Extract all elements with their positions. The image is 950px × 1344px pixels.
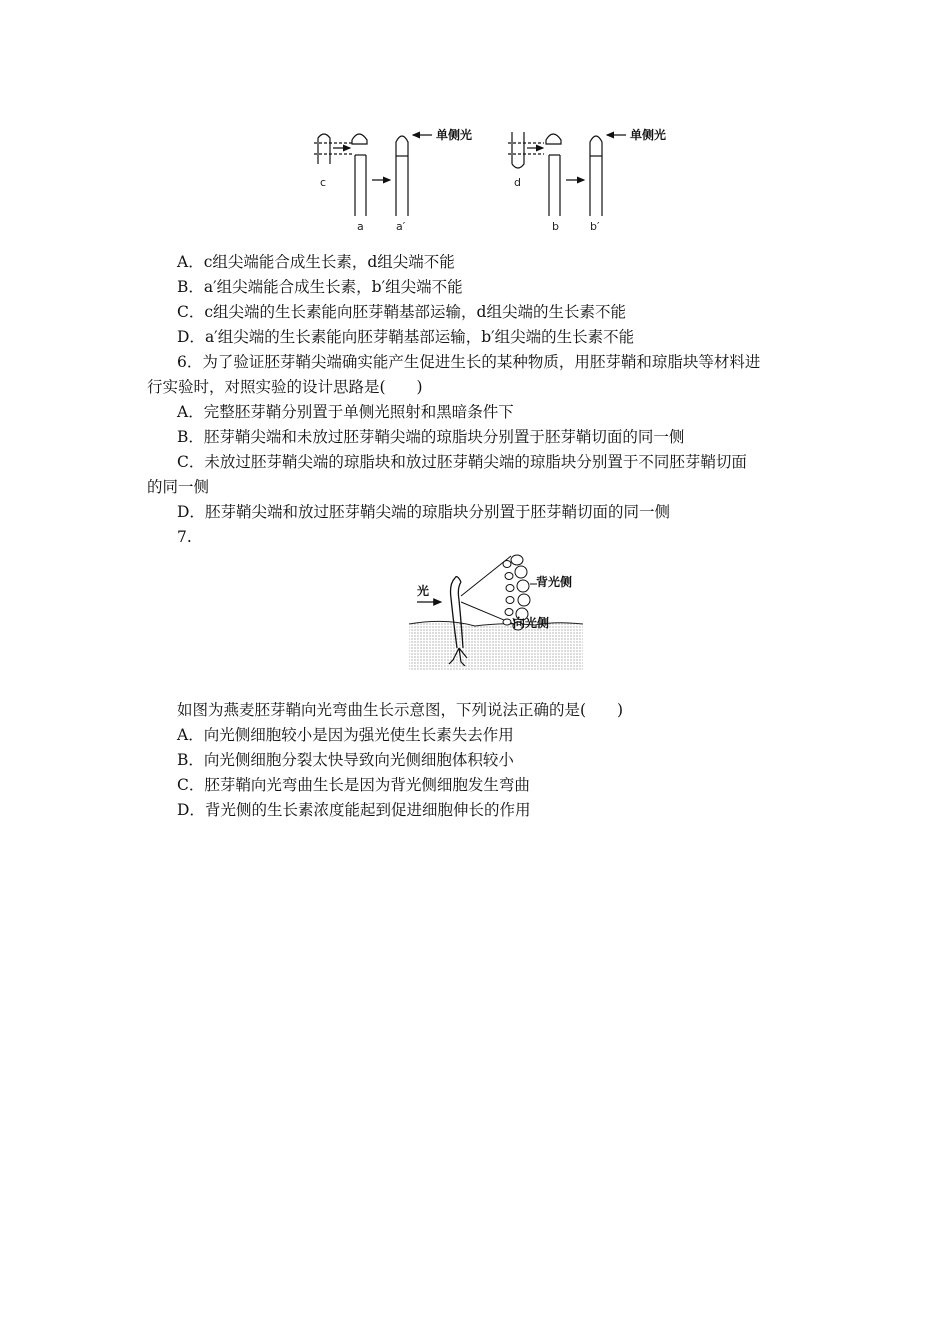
q6-option-d bbox=[0, 501, 950, 523]
option-text: 胚芽鞘尖端和放过胚芽鞘尖端的琼脂块分别置于胚芽鞘切面的同一侧 bbox=[204, 503, 670, 521]
option-text: 向光侧细胞较小是因为强光使生长素失去作用 bbox=[203, 726, 514, 744]
option-label: D． bbox=[177, 503, 205, 521]
option-label: B． bbox=[177, 751, 204, 769]
q6-option-b bbox=[0, 426, 950, 448]
option-label: A． bbox=[177, 403, 204, 421]
q5-option-b bbox=[0, 276, 950, 298]
experiment-figure bbox=[300, 122, 690, 240]
option-label: D． bbox=[177, 328, 205, 346]
option-label: B． bbox=[177, 278, 204, 296]
q5-option-c bbox=[0, 301, 950, 323]
q7-option-d bbox=[0, 799, 950, 821]
option-label: C． bbox=[177, 453, 205, 471]
label-c: c bbox=[320, 176, 327, 189]
q7-option-a bbox=[0, 724, 950, 746]
label-b-prime: b′ bbox=[590, 220, 600, 233]
label-back-side: 背光侧 bbox=[536, 575, 573, 589]
q7-option-b bbox=[0, 749, 950, 771]
group-c-a bbox=[314, 134, 432, 216]
q5-option-d bbox=[0, 326, 950, 348]
option-label: B． bbox=[177, 428, 204, 446]
q6-option-c-cont: 的同一侧 bbox=[147, 478, 210, 496]
option-text: 完整胚芽鞘分别置于单侧光照射和黑暗条件下 bbox=[203, 403, 514, 421]
option-label: C． bbox=[177, 776, 205, 794]
q7-option-c bbox=[0, 774, 950, 796]
q6-stem-line2: 行实验时，对照实验的设计思路是( ) bbox=[147, 378, 423, 396]
option-text: c组尖端能合成生长素，d组尖端不能 bbox=[203, 253, 455, 271]
label-light-side: 向光侧 bbox=[513, 616, 550, 630]
option-label: C． bbox=[177, 303, 205, 321]
option-text: c组尖端的生长素能向胚芽鞘基部运输，d组尖端的生长素不能 bbox=[204, 303, 626, 321]
option-label: A． bbox=[177, 253, 204, 271]
q7-number: 7. bbox=[177, 528, 192, 546]
label-d: d bbox=[514, 176, 521, 189]
q5-option-a bbox=[0, 251, 950, 273]
option-text: 向光侧细胞分裂太快导致向光侧细胞体积较小 bbox=[203, 751, 514, 769]
option-text: a′组尖端的生长素能向胚芽鞘基部运输，b′组尖端的生长素不能 bbox=[204, 328, 635, 346]
option-text: 胚芽鞘尖端和未放过胚芽鞘尖端的琼脂块分别置于胚芽鞘切面的同一侧 bbox=[203, 428, 685, 446]
group-d-b bbox=[508, 132, 626, 216]
label-light-right: 单侧光 bbox=[630, 128, 667, 142]
option-text: 背光侧的生长素浓度能起到促进细胞伸长的作用 bbox=[204, 801, 531, 819]
label-light-left: 单侧光 bbox=[436, 128, 473, 142]
option-text: 未放过胚芽鞘尖端的琼脂块和放过胚芽鞘尖端的琼脂块分别置于不同胚芽鞘切面 bbox=[204, 453, 747, 471]
label-a: a bbox=[357, 220, 364, 233]
q6-stem-line1: 6．为了验证胚芽鞘尖端确实能产生促进生长的某种物质，用胚芽鞘和琼脂块等材料进 bbox=[177, 353, 761, 371]
option-text: a′组尖端能合成生长素，b′组尖端不能 bbox=[203, 278, 463, 296]
q6-option-a bbox=[0, 401, 950, 423]
label-light: 光 bbox=[417, 584, 430, 598]
option-label: D． bbox=[177, 801, 205, 819]
label-a-prime: a′ bbox=[396, 220, 406, 233]
q6-option-c bbox=[0, 451, 950, 473]
label-b: b bbox=[552, 220, 559, 233]
soil bbox=[409, 621, 583, 670]
phototropism-figure bbox=[405, 548, 585, 672]
option-label: A． bbox=[177, 726, 204, 744]
option-text: 胚芽鞘向光弯曲生长是因为背光侧细胞发生弯曲 bbox=[204, 776, 530, 794]
q7-stem: 如图为燕麦胚芽鞘向光弯曲生长示意图，下列说法正确的是( ) bbox=[177, 701, 624, 719]
